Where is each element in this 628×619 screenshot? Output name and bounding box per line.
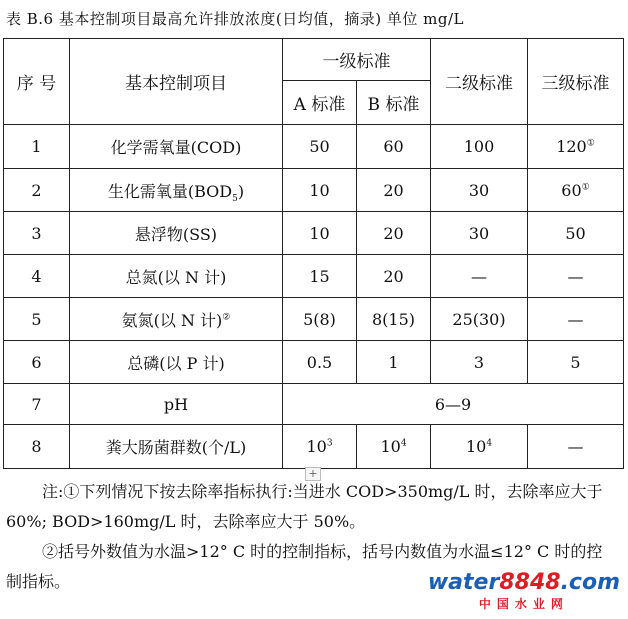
- cell-b: 1: [357, 341, 431, 384]
- item-text: 生化需氧量(BOD: [107, 181, 233, 201]
- cell-a: 10: [283, 169, 357, 212]
- g2-exponent: 4: [486, 438, 493, 449]
- cell-item: [70, 298, 283, 341]
- watermark-main: water: [427, 570, 500, 595]
- cell-merged-range: 6—9: [283, 384, 624, 425]
- cell-g3: 5: [528, 341, 624, 384]
- table-row: [4, 212, 624, 255]
- watermark-accent: 8848: [499, 570, 561, 595]
- emission-standards-table: [3, 38, 624, 469]
- cell-item: [70, 169, 283, 212]
- table-row: [4, 255, 624, 298]
- cell-g2: 30: [431, 169, 528, 212]
- item-text-end: ): [237, 181, 245, 201]
- cell-no: 3: [4, 212, 70, 255]
- a-base: 10: [306, 437, 327, 456]
- cell-b: 20: [357, 212, 431, 255]
- table-row: [4, 384, 624, 425]
- a-exponent: 3: [326, 438, 333, 449]
- cell-a: 0.5: [283, 341, 357, 384]
- note-1: 注:①下列情况下按去除率指标执行:当进水 COD>350mg/L 时，去除率应大于 60%; BOD>160mg/L 时，去除率应大于 50%。: [6, 482, 603, 531]
- cell-g2: 3: [431, 341, 528, 384]
- cell-no: 7: [4, 384, 70, 425]
- table-move-handle[interactable]: +: [305, 467, 321, 481]
- table-row: [4, 341, 624, 384]
- note-ref-1: ①: [581, 182, 590, 193]
- watermark-logo: [428, 570, 620, 612]
- cell-g3: [528, 125, 624, 169]
- cell-no: 6: [4, 341, 70, 384]
- item-subscript: 5: [232, 193, 238, 204]
- header-a: A 标准: [283, 81, 357, 125]
- table-row: [4, 125, 624, 169]
- cell-g3: 50: [528, 212, 624, 255]
- cell-a: 50: [283, 125, 357, 169]
- cell-b: 60: [357, 125, 431, 169]
- table-row: [4, 298, 624, 341]
- watermark-site-name: 中国水业网: [478, 597, 569, 611]
- cell-a: 10: [283, 212, 357, 255]
- cell-item: pH: [70, 384, 283, 425]
- note-ref-1: ①: [586, 138, 595, 149]
- cell-no: 8: [4, 425, 70, 469]
- cell-a: [283, 425, 357, 469]
- cell-item: 化学需氧量(COD): [70, 125, 283, 169]
- g2-base: 10: [465, 437, 487, 456]
- cell-no: 4: [4, 255, 70, 298]
- header-grade3: 三级标准: [528, 39, 624, 125]
- cell-g2: 100: [431, 125, 528, 169]
- header-b: B 标准: [357, 81, 431, 125]
- cell-g2: 30: [431, 212, 528, 255]
- watermark-suffix: .com: [560, 570, 620, 595]
- table-row: [4, 169, 624, 212]
- header-seq: 序 号: [4, 39, 70, 125]
- cell-item: 粪大肠菌群数(个/L): [70, 425, 283, 469]
- header-grade1: 一级标准: [283, 39, 431, 81]
- cell-g3: [528, 169, 624, 212]
- cell-no: 2: [4, 169, 70, 212]
- header-item: 基本控制项目: [70, 39, 283, 125]
- cell-no: 5: [4, 298, 70, 341]
- cell-b: 20: [357, 169, 431, 212]
- b-exponent: 4: [400, 438, 407, 449]
- cell-a: 5(8): [283, 298, 357, 341]
- cell-a: 15: [283, 255, 357, 298]
- g3-value: 60: [561, 180, 582, 200]
- cell-no: 1: [4, 125, 70, 169]
- cell-g2: [431, 425, 528, 469]
- watermark-brand: [428, 570, 620, 595]
- cell-b: [357, 425, 431, 469]
- table-caption: 表 B.6 基本控制项目最高允许排放浓度(日均值，摘录) 单位 mg/L: [6, 10, 464, 28]
- cell-b: 20: [357, 255, 431, 298]
- cell-g2: 25(30): [431, 298, 528, 341]
- table-row: [4, 425, 624, 469]
- cell-g3: —: [528, 255, 624, 298]
- b-base: 10: [380, 437, 401, 456]
- item-text: 氨氮(以 N 计): [121, 310, 223, 330]
- cell-item: 总磷(以 P 计): [70, 341, 283, 384]
- note-2: ②括号外数值为水温>12° C 时的控制指标，括号内数值为水温≤12° C 时的控制指标。: [6, 542, 603, 591]
- cell-g3: —: [528, 425, 624, 469]
- note-ref-2: ②: [222, 312, 231, 323]
- header-grade2: 二级标准: [431, 39, 528, 125]
- cell-g2: —: [431, 255, 528, 298]
- cell-item: 悬浮物(SS): [70, 212, 283, 255]
- cell-g3: —: [528, 298, 624, 341]
- cell-b: 8(15): [357, 298, 431, 341]
- g3-value: 120: [556, 137, 587, 156]
- cell-item: 总氮(以 N 计): [70, 255, 283, 298]
